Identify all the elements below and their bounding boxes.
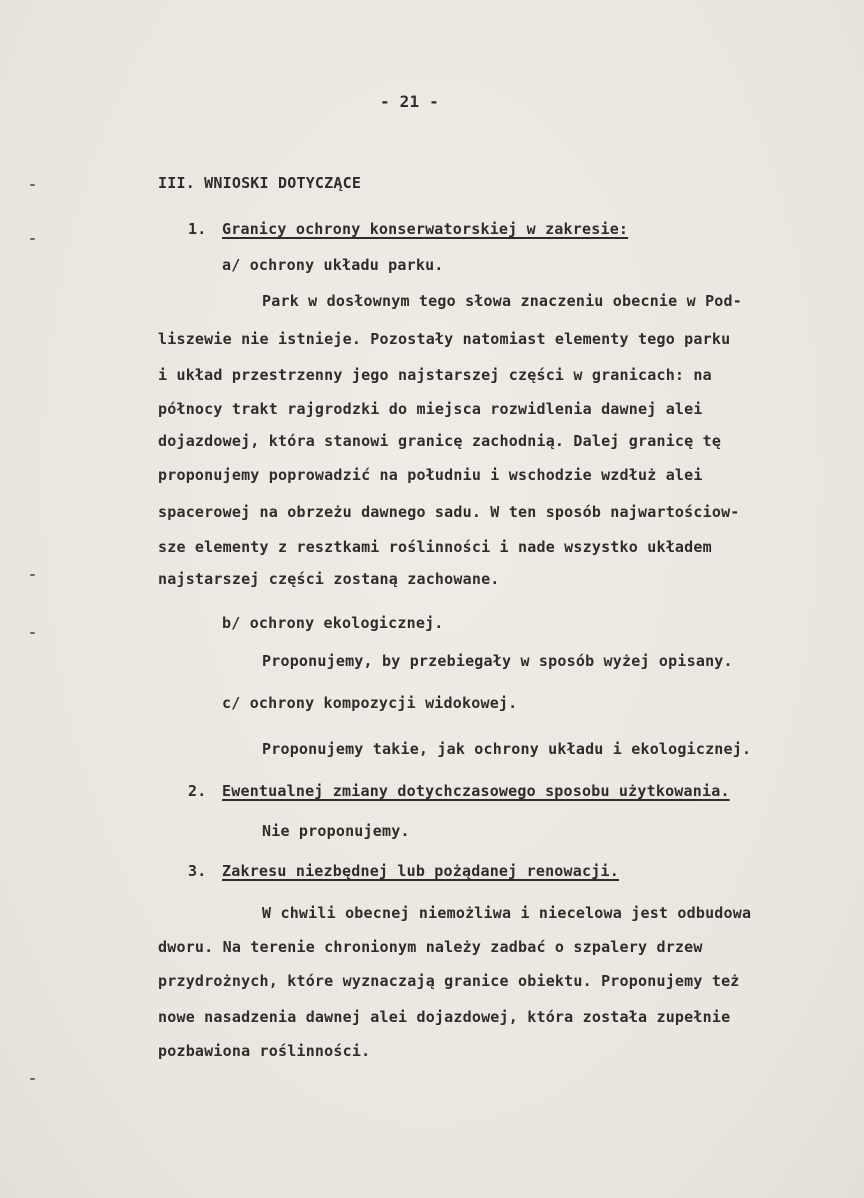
section-title: III. WNIOSKI DOTYCZĄCE	[158, 174, 362, 192]
paragraph-line: dojazdowej, która stanowi granicę zachodnią. Dalej granicę tę	[158, 432, 722, 450]
paragraph-line: W chwili obecnej niemożliwa i niecelowa jest odbudowa	[262, 904, 752, 922]
paragraph-line: nowe nasadzenia dawnej alei dojazdowej, która została zupełnie	[158, 1008, 731, 1026]
item-1-number: 1.	[188, 220, 207, 238]
paragraph-line: spacerowej na obrzeżu dawnego sadu. W ten sposób najwartościow-	[158, 503, 740, 521]
page-number: - 21 -	[380, 92, 439, 111]
item-1b-label: b/ ochrony ekologicznej.	[222, 614, 444, 632]
item-1b-text: Proponujemy, by przebiegały w sposób wyżej opisany.	[262, 652, 733, 670]
item-1c-text: Proponujemy takie, jak ochrony układu i ekologicznej.	[262, 740, 752, 758]
item-3-number: 3.	[188, 862, 207, 880]
paragraph-line: i układ przestrzenny jego najstarszej części w granicach: na	[158, 366, 712, 384]
item-3-heading: Zakresu niezbędnej lub pożądanej renowacji.	[222, 862, 619, 880]
paragraph-line: Park w dosłownym tego słowa znaczeniu obecnie w Pod-	[262, 292, 742, 310]
item-2-text: Nie proponujemy.	[262, 822, 410, 840]
margin-mark	[30, 574, 35, 576]
item-2-number: 2.	[188, 782, 207, 800]
margin-mark	[30, 1078, 35, 1080]
paragraph-line: najstarszej części zostaną zachowane.	[158, 570, 500, 588]
margin-mark	[30, 632, 35, 634]
margin-mark	[30, 238, 35, 240]
item-1c-label: c/ ochrony kompozycji widokowej.	[222, 694, 518, 712]
paragraph-line: północy trakt rajgrodzki do miejsca rozwidlenia dawnej alei	[158, 400, 703, 418]
item-1-heading: Granicy ochrony konserwatorskiej w zakresie:	[222, 220, 629, 238]
item-2-heading: Ewentualnej zmiany dotychczasowego sposobu użytkowania.	[222, 782, 730, 800]
paragraph-line: przydrożnych, które wyznaczają granice obiektu. Proponujemy też	[158, 972, 740, 990]
paragraph-line: liszewie nie istnieje. Pozostały natomiast elementy tego parku	[158, 330, 731, 348]
paragraph-line: sze elementy z resztkami roślinności i nade wszystko układem	[158, 538, 712, 556]
paragraph-line: dworu. Na terenie chronionym należy zadbać o szpalery drzew	[158, 938, 703, 956]
margin-mark	[30, 184, 35, 186]
item-1a-label: a/ ochrony układu parku.	[222, 256, 444, 274]
paragraph-line: proponujemy poprowadzić na południu i wschodzie wzdłuż alei	[158, 466, 703, 484]
paragraph-line: pozbawiona roślinności.	[158, 1042, 371, 1060]
